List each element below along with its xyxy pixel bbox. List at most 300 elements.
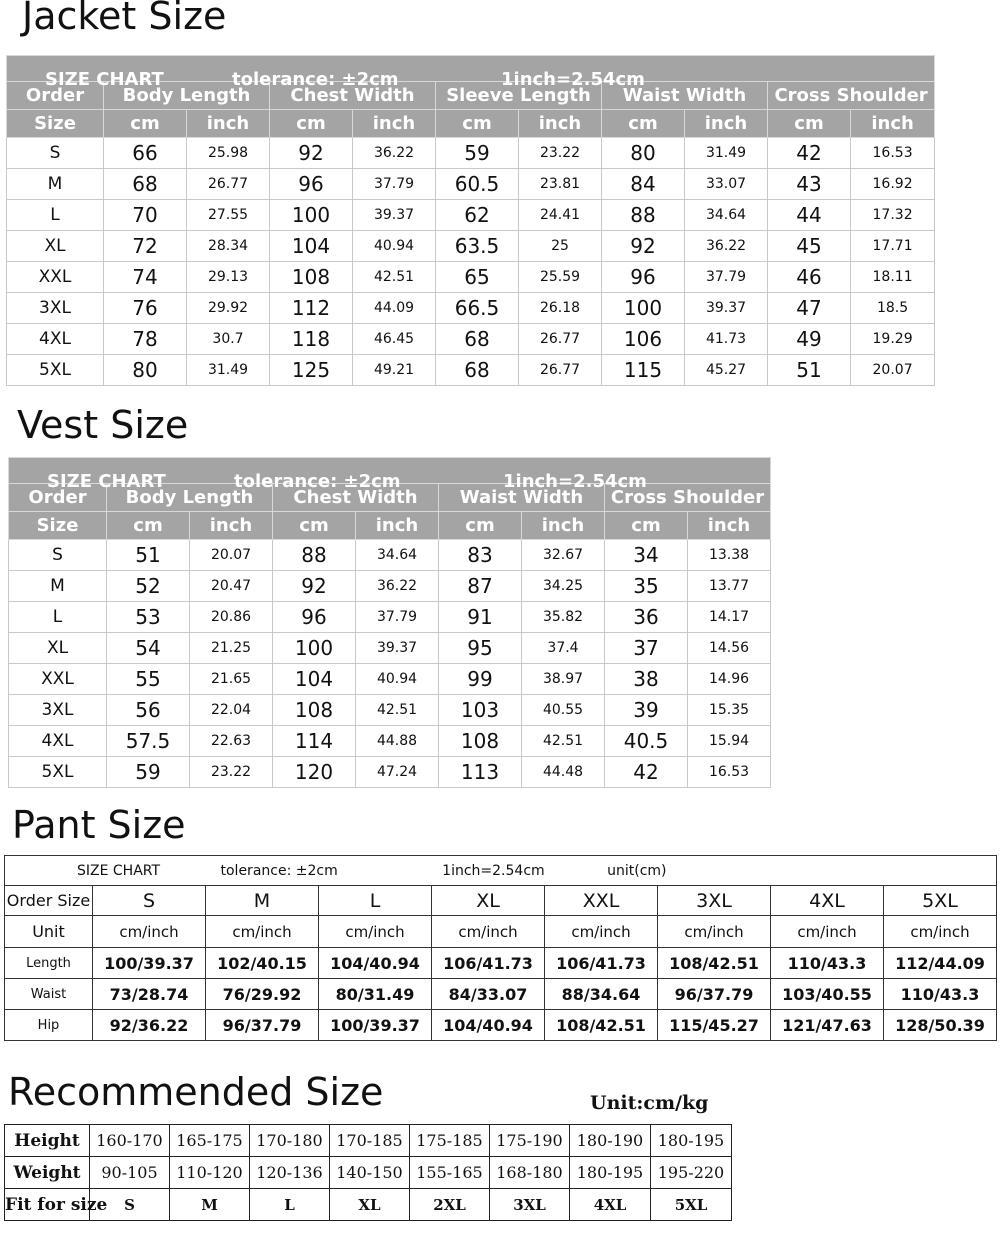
jacket-inch-cell: 17.32 <box>851 200 935 231</box>
pant-value-cell: 100/39.37 <box>319 1010 432 1041</box>
jacket-cm-cell: 92 <box>602 231 685 262</box>
jacket-inch-cell: 16.53 <box>851 138 935 169</box>
vest-inch-cell: 20.86 <box>190 602 273 633</box>
jacket-inch-cell: 37.79 <box>685 262 768 293</box>
table-row <box>7 200 935 231</box>
pant-unit-cell: cm/inch <box>545 916 658 948</box>
jacket-size-cell: XXL <box>7 262 104 293</box>
vest-size-cell: XL <box>9 633 107 664</box>
vest-cm-cell: 113 <box>439 757 522 788</box>
jacket-cm-cell: 66 <box>104 138 187 169</box>
jacket-cm-cell: 106 <box>602 324 685 355</box>
vest-size-label: Size <box>9 512 107 540</box>
vest-inch-cell: 15.94 <box>688 726 771 757</box>
jacket-header-cell <box>7 56 935 90</box>
vest-cm-cell: 42 <box>605 757 688 788</box>
pant-value-cell: 108/42.51 <box>545 1010 658 1041</box>
recommended-value-cell: 155-165 <box>410 1157 490 1189</box>
recommended-value-cell: 120-136 <box>250 1157 330 1189</box>
vest-unit-inch: inch <box>688 512 771 540</box>
pant-size-header: XXL <box>545 886 658 916</box>
jacket-inch-cell: 40.94 <box>353 231 436 262</box>
table-row <box>5 1189 732 1221</box>
jacket-inch-cell: 26.77 <box>519 324 602 355</box>
jacket-conversion-label: 1inch=2.54cm <box>501 68 645 90</box>
pant-value-cell: 103/40.55 <box>771 979 884 1010</box>
vest-cm-cell: 96 <box>273 602 356 633</box>
vest-inch-cell: 20.47 <box>190 571 273 602</box>
jacket-cm-cell: 84 <box>602 169 685 200</box>
vest-cm-cell: 55 <box>107 664 190 695</box>
pant-value-cell: 106/41.73 <box>432 948 545 979</box>
jacket-size-chart-label: SIZE CHART <box>45 68 164 90</box>
table-row <box>9 695 771 726</box>
jacket-cm-cell: 68 <box>104 169 187 200</box>
jacket-cm-cell: 63.5 <box>436 231 519 262</box>
jacket-inch-cell: 44.09 <box>353 293 436 324</box>
table-row <box>7 138 935 169</box>
recommended-value-cell: 180-195 <box>651 1125 732 1157</box>
pant-value-cell: 73/28.74 <box>93 979 206 1010</box>
jacket-cm-cell: 72 <box>104 231 187 262</box>
pant-size-title: Pant Size <box>12 803 186 847</box>
recommended-value-cell: 180-195 <box>570 1157 651 1189</box>
jacket-unit-cm: cm <box>436 110 519 138</box>
vest-inch-cell: 44.48 <box>522 757 605 788</box>
jacket-cm-cell: 100 <box>270 200 353 231</box>
jacket-size-title: Jacket Size <box>22 0 227 38</box>
jacket-cm-cell: 104 <box>270 231 353 262</box>
jacket-unit-cm: cm <box>270 110 353 138</box>
recommended-value-cell: 140-150 <box>330 1157 410 1189</box>
jacket-inch-cell: 20.07 <box>851 355 935 386</box>
pant-unit-cell: cm/inch <box>771 916 884 948</box>
jacket-cm-cell: 96 <box>270 169 353 200</box>
recommended-value-cell: 3XL <box>490 1189 570 1221</box>
vest-unit-inch: inch <box>356 512 439 540</box>
vest-cm-cell: 52 <box>107 571 190 602</box>
vest-cm-cell: 59 <box>107 757 190 788</box>
jacket-size-table <box>6 55 935 386</box>
jacket-cm-cell: 68 <box>436 355 519 386</box>
vest-size-cell: 5XL <box>9 757 107 788</box>
jacket-inch-cell: 36.22 <box>353 138 436 169</box>
jacket-inch-cell: 41.73 <box>685 324 768 355</box>
pant-size-header: S <box>93 886 206 916</box>
pant-size-header: 3XL <box>658 886 771 916</box>
vest-inch-cell: 44.88 <box>356 726 439 757</box>
jacket-inch-cell: 37.79 <box>353 169 436 200</box>
jacket-inch-cell: 26.77 <box>187 169 270 200</box>
jacket-table-body <box>7 56 935 386</box>
pant-order-size-label: Order Size <box>5 886 93 916</box>
pant-size-header: 4XL <box>771 886 884 916</box>
jacket-cm-cell: 115 <box>602 355 685 386</box>
jacket-cm-cell: 49 <box>768 324 851 355</box>
pant-tolerance-label: tolerance: ±2cm <box>220 862 338 879</box>
jacket-unit-inch: inch <box>353 110 436 138</box>
jacket-inch-cell: 45.27 <box>685 355 768 386</box>
table-row <box>7 262 935 293</box>
pant-size-table <box>4 855 997 1041</box>
vest-inch-cell: 34.25 <box>522 571 605 602</box>
jacket-inch-cell: 33.07 <box>685 169 768 200</box>
table-row <box>5 1010 997 1041</box>
pant-table-body <box>5 856 997 1041</box>
recommended-value-cell: 2XL <box>410 1189 490 1221</box>
table-row <box>9 540 771 571</box>
table-row <box>7 355 935 386</box>
recommended-value-cell: 168-180 <box>490 1157 570 1189</box>
jacket-cm-cell: 68 <box>436 324 519 355</box>
pant-row-label: Length <box>5 948 93 979</box>
recommended-table-body <box>5 1125 732 1221</box>
pant-size-row <box>5 886 997 916</box>
vest-inch-cell: 20.07 <box>190 540 273 571</box>
vest-inch-cell: 35.82 <box>522 602 605 633</box>
table-row <box>9 664 771 695</box>
vest-size-cell: M <box>9 571 107 602</box>
vest-cm-cell: 54 <box>107 633 190 664</box>
vest-inch-cell: 22.04 <box>190 695 273 726</box>
jacket-cm-cell: 112 <box>270 293 353 324</box>
vest-size-chart-label: SIZE CHART <box>47 470 166 492</box>
pant-value-cell: 106/41.73 <box>545 948 658 979</box>
table-row <box>7 169 935 200</box>
jacket-cm-cell: 47 <box>768 293 851 324</box>
vest-size-cell: S <box>9 540 107 571</box>
jacket-cm-cell: 76 <box>104 293 187 324</box>
pant-conversion-label: 1inch=2.54cm <box>442 862 545 879</box>
jacket-inch-cell: 29.13 <box>187 262 270 293</box>
jacket-unit-inch: inch <box>519 110 602 138</box>
vest-cm-cell: 103 <box>439 695 522 726</box>
jacket-size-cell: XL <box>7 231 104 262</box>
jacket-cm-cell: 42 <box>768 138 851 169</box>
table-row <box>7 324 935 355</box>
table-row <box>5 1125 732 1157</box>
vest-cm-cell: 114 <box>273 726 356 757</box>
jacket-group-header: Body Length <box>104 82 270 110</box>
vest-unit-row <box>9 512 771 540</box>
jacket-size-cell: S <box>7 138 104 169</box>
jacket-inch-cell: 36.22 <box>685 231 768 262</box>
recommended-value-cell: 165-175 <box>170 1125 250 1157</box>
vest-inch-cell: 36.22 <box>356 571 439 602</box>
pant-size-header: M <box>206 886 319 916</box>
recommended-value-cell: L <box>250 1189 330 1221</box>
jacket-inch-cell: 24.41 <box>519 200 602 231</box>
vest-order-label: Order <box>9 484 107 512</box>
jacket-inch-cell: 29.92 <box>187 293 270 324</box>
vest-inch-cell: 13.38 <box>688 540 771 571</box>
jacket-cm-cell: 125 <box>270 355 353 386</box>
jacket-inch-cell: 28.34 <box>187 231 270 262</box>
recommended-value-cell: M <box>170 1189 250 1221</box>
jacket-tolerance-label: tolerance: ±2cm <box>232 68 399 90</box>
pant-unit-label: unit(cm) <box>607 862 667 879</box>
vest-inch-cell: 21.25 <box>190 633 273 664</box>
jacket-unit-inch: inch <box>187 110 270 138</box>
jacket-cm-cell: 88 <box>602 200 685 231</box>
vest-header-row <box>9 458 771 484</box>
pant-value-cell: 96/37.79 <box>658 979 771 1010</box>
vest-size-cell: 3XL <box>9 695 107 726</box>
jacket-cm-cell: 108 <box>270 262 353 293</box>
vest-inch-cell: 37.4 <box>522 633 605 664</box>
vest-cm-cell: 38 <box>605 664 688 695</box>
vest-cm-cell: 34 <box>605 540 688 571</box>
vest-cm-cell: 37 <box>605 633 688 664</box>
pant-value-cell: 104/40.94 <box>319 948 432 979</box>
vest-cm-cell: 88 <box>273 540 356 571</box>
jacket-header-row <box>7 56 935 82</box>
jacket-order-label: Order <box>7 82 104 110</box>
pant-value-cell: 110/43.3 <box>884 979 997 1010</box>
jacket-inch-cell: 26.77 <box>519 355 602 386</box>
vest-inch-cell: 14.17 <box>688 602 771 633</box>
jacket-cm-cell: 45 <box>768 231 851 262</box>
jacket-unit-row <box>7 110 935 138</box>
vest-cm-cell: 99 <box>439 664 522 695</box>
jacket-cm-cell: 43 <box>768 169 851 200</box>
recommended-value-cell: 110-120 <box>170 1157 250 1189</box>
jacket-cm-cell: 46 <box>768 262 851 293</box>
vest-cm-cell: 87 <box>439 571 522 602</box>
vest-cm-cell: 40.5 <box>605 726 688 757</box>
vest-cm-cell: 51 <box>107 540 190 571</box>
vest-inch-cell: 21.65 <box>190 664 273 695</box>
table-row <box>5 948 997 979</box>
table-row <box>7 231 935 262</box>
vest-inch-cell: 40.94 <box>356 664 439 695</box>
jacket-group-header: Chest Width <box>270 82 436 110</box>
jacket-inch-cell: 49.21 <box>353 355 436 386</box>
vest-unit-inch: inch <box>190 512 273 540</box>
jacket-unit-cm: cm <box>104 110 187 138</box>
jacket-cm-cell: 60.5 <box>436 169 519 200</box>
vest-size-cell: L <box>9 602 107 633</box>
jacket-cm-cell: 65 <box>436 262 519 293</box>
vest-cm-cell: 56 <box>107 695 190 726</box>
jacket-inch-cell: 39.37 <box>353 200 436 231</box>
vest-unit-inch: inch <box>522 512 605 540</box>
recommended-row-label: Weight <box>5 1157 90 1189</box>
pant-value-cell: 112/44.09 <box>884 948 997 979</box>
vest-cm-cell: 36 <box>605 602 688 633</box>
pant-value-cell: 92/36.22 <box>93 1010 206 1041</box>
vest-inch-cell: 32.67 <box>522 540 605 571</box>
jacket-cm-cell: 80 <box>104 355 187 386</box>
pant-size-header: 5XL <box>884 886 997 916</box>
jacket-inch-cell: 34.64 <box>685 200 768 231</box>
jacket-cm-cell: 44 <box>768 200 851 231</box>
jacket-inch-cell: 39.37 <box>685 293 768 324</box>
pant-value-cell: 84/33.07 <box>432 979 545 1010</box>
vest-inch-cell: 47.24 <box>356 757 439 788</box>
jacket-inch-cell: 26.18 <box>519 293 602 324</box>
jacket-cm-cell: 74 <box>104 262 187 293</box>
pant-unit-cell: cm/inch <box>658 916 771 948</box>
jacket-inch-cell: 25.59 <box>519 262 602 293</box>
vest-size-table <box>8 457 771 788</box>
vest-cm-cell: 91 <box>439 602 522 633</box>
vest-tolerance-label: tolerance: ±2cm <box>234 470 401 492</box>
pant-value-cell: 108/42.51 <box>658 948 771 979</box>
pant-value-cell: 110/43.3 <box>771 948 884 979</box>
vest-conversion-label: 1inch=2.54cm <box>503 470 647 492</box>
vest-inch-cell: 39.37 <box>356 633 439 664</box>
table-row <box>5 979 997 1010</box>
jacket-inch-cell: 19.29 <box>851 324 935 355</box>
jacket-cm-cell: 118 <box>270 324 353 355</box>
table-row <box>9 602 771 633</box>
pant-value-cell: 104/40.94 <box>432 1010 545 1041</box>
jacket-unit-inch: inch <box>685 110 768 138</box>
vest-cm-cell: 108 <box>439 726 522 757</box>
pant-header-row <box>5 856 997 886</box>
jacket-cm-cell: 66.5 <box>436 293 519 324</box>
vest-cm-cell: 57.5 <box>107 726 190 757</box>
recommended-row-label: Height <box>5 1125 90 1157</box>
jacket-cm-cell: 51 <box>768 355 851 386</box>
vest-cm-cell: 120 <box>273 757 356 788</box>
table-row <box>9 726 771 757</box>
pant-size-header: L <box>319 886 432 916</box>
table-row <box>7 293 935 324</box>
vest-unit-cm: cm <box>605 512 688 540</box>
jacket-inch-cell: 23.22 <box>519 138 602 169</box>
vest-cm-cell: 100 <box>273 633 356 664</box>
jacket-cm-cell: 78 <box>104 324 187 355</box>
pant-size-chart-label: SIZE CHART <box>77 862 161 879</box>
jacket-group-header: Sleeve Length <box>436 82 602 110</box>
recommended-value-cell: 170-180 <box>250 1125 330 1157</box>
pant-row-label: Hip <box>5 1010 93 1041</box>
recommended-value-cell: 170-185 <box>330 1125 410 1157</box>
jacket-inch-cell: 17.71 <box>851 231 935 262</box>
vest-group-header: Body Length <box>107 484 273 512</box>
table-row <box>9 633 771 664</box>
recommended-value-cell: 5XL <box>651 1189 732 1221</box>
jacket-inch-cell: 31.49 <box>685 138 768 169</box>
jacket-size-cell: 5XL <box>7 355 104 386</box>
jacket-inch-cell: 30.7 <box>187 324 270 355</box>
recommended-value-cell: 195-220 <box>651 1157 732 1189</box>
jacket-inch-cell: 27.55 <box>187 200 270 231</box>
jacket-size-cell: L <box>7 200 104 231</box>
vest-cm-cell: 83 <box>439 540 522 571</box>
jacket-inch-cell: 25 <box>519 231 602 262</box>
pant-unit-cell: cm/inch <box>432 916 545 948</box>
jacket-size-cell: M <box>7 169 104 200</box>
jacket-inch-cell: 46.45 <box>353 324 436 355</box>
jacket-size-cell: 4XL <box>7 324 104 355</box>
jacket-inch-cell: 42.51 <box>353 262 436 293</box>
vest-table-body <box>9 458 771 788</box>
pant-unit-cell: cm/inch <box>319 916 432 948</box>
vest-group-header: Waist Width <box>439 484 605 512</box>
table-row <box>9 571 771 602</box>
jacket-cm-cell: 96 <box>602 262 685 293</box>
jacket-inch-cell: 18.11 <box>851 262 935 293</box>
pant-unit-cell: cm/inch <box>93 916 206 948</box>
pant-value-cell: 115/45.27 <box>658 1010 771 1041</box>
vest-size-cell: XXL <box>9 664 107 695</box>
recommended-unit-label: Unit:cm/kg <box>590 1092 709 1114</box>
recommended-size-table <box>4 1124 732 1221</box>
vest-inch-cell: 15.35 <box>688 695 771 726</box>
jacket-inch-cell: 16.92 <box>851 169 935 200</box>
pant-value-cell: 76/29.92 <box>206 979 319 1010</box>
vest-inch-cell: 14.96 <box>688 664 771 695</box>
table-row <box>5 1157 732 1189</box>
pant-header-empty-cell <box>884 856 997 886</box>
vest-inch-cell: 13.77 <box>688 571 771 602</box>
jacket-inch-cell: 23.81 <box>519 169 602 200</box>
pant-value-cell: 88/34.64 <box>545 979 658 1010</box>
pant-header-cell <box>5 856 884 886</box>
vest-cm-cell: 92 <box>273 571 356 602</box>
vest-group-header: Chest Width <box>273 484 439 512</box>
jacket-group-header: Cross Shoulder <box>768 82 935 110</box>
jacket-inch-cell: 25.98 <box>187 138 270 169</box>
vest-cm-cell: 95 <box>439 633 522 664</box>
recommended-value-cell: 160-170 <box>90 1125 170 1157</box>
pant-unit-cell: cm/inch <box>884 916 997 948</box>
jacket-inch-cell: 31.49 <box>187 355 270 386</box>
pant-value-cell: 102/40.15 <box>206 948 319 979</box>
vest-inch-cell: 37.79 <box>356 602 439 633</box>
vest-unit-cm: cm <box>107 512 190 540</box>
recommended-value-cell: 4XL <box>570 1189 651 1221</box>
table-row <box>9 757 771 788</box>
vest-cm-cell: 104 <box>273 664 356 695</box>
jacket-group-header: Waist Width <box>602 82 768 110</box>
jacket-unit-cm: cm <box>768 110 851 138</box>
jacket-cm-cell: 100 <box>602 293 685 324</box>
recommended-value-cell: S <box>90 1189 170 1221</box>
vest-header-cell <box>9 458 771 492</box>
pant-value-cell: 128/50.39 <box>884 1010 997 1041</box>
pant-unit-label: Unit <box>5 916 93 948</box>
jacket-unit-inch: inch <box>851 110 935 138</box>
recommended-row-label: Fit for size <box>5 1189 90 1221</box>
pant-value-cell: 100/39.37 <box>93 948 206 979</box>
pant-unit-cell: cm/inch <box>206 916 319 948</box>
recommended-value-cell: 175-185 <box>410 1125 490 1157</box>
vest-inch-cell: 34.64 <box>356 540 439 571</box>
vest-inch-cell: 16.53 <box>688 757 771 788</box>
vest-cm-cell: 108 <box>273 695 356 726</box>
vest-inch-cell: 40.55 <box>522 695 605 726</box>
vest-unit-cm: cm <box>439 512 522 540</box>
vest-inch-cell: 38.97 <box>522 664 605 695</box>
vest-inch-cell: 42.51 <box>356 695 439 726</box>
jacket-unit-cm: cm <box>602 110 685 138</box>
vest-inch-cell: 22.63 <box>190 726 273 757</box>
vest-cm-cell: 35 <box>605 571 688 602</box>
jacket-inch-cell: 18.5 <box>851 293 935 324</box>
jacket-cm-cell: 62 <box>436 200 519 231</box>
vest-size-title: Vest Size <box>17 403 189 447</box>
pant-row-label: Waist <box>5 979 93 1010</box>
pant-value-cell: 96/37.79 <box>206 1010 319 1041</box>
jacket-cm-cell: 80 <box>602 138 685 169</box>
vest-inch-cell: 23.22 <box>190 757 273 788</box>
vest-inch-cell: 14.56 <box>688 633 771 664</box>
pant-value-cell: 80/31.49 <box>319 979 432 1010</box>
